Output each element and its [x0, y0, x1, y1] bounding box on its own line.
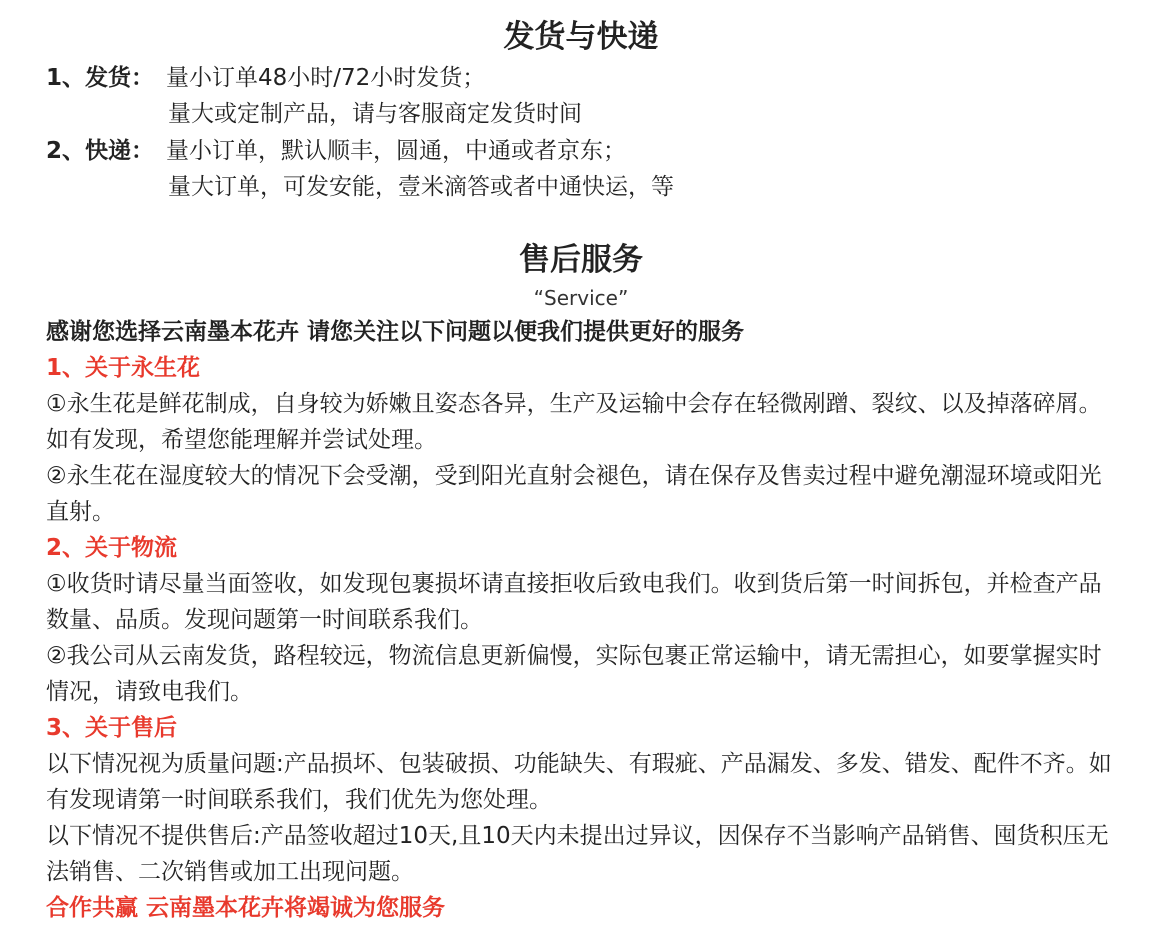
section-heading-logistics: 2、关于物流	[46, 535, 178, 561]
section-paragraph: 以下情况视为质量问题:产品损坏、包装破损、功能缺失、有瑕疵、产品漏发、多发、错发、配件不齐。如有发现请第一时间联系我们，我们优先为您处理。	[46, 751, 1112, 813]
express-line2: 量大订单，可发安能，壹米滴答或者中通快运，等	[168, 174, 674, 200]
express-line1: 量小订单，默认顺丰，圆通，中通或者京东；	[166, 138, 626, 164]
dispatch-line1: 量小订单48小时/72小时发货；	[166, 65, 486, 91]
section-heading-flowers: 1、关于永生花	[46, 355, 201, 381]
section-paragraph: ②永生花在湿度较大的情况下会受潮，受到阳光直射会褪色，请在保存及售卖过程中避免潮湿环境或阳光直射。	[46, 463, 1102, 525]
closing-slogan: 合作共赢 云南墨本花卉将竭诚为您服务	[46, 895, 446, 921]
section-paragraph: ①永生花是鲜花制成，自身较为娇嫩且姿态各异，生产及运输中会存在轻微剐蹭、裂纹、以及掉落碎屑。如有发现，希望您能理解并尝试处理。	[46, 391, 1102, 453]
express-row	[46, 133, 626, 169]
express-label: 2、快递：	[46, 138, 155, 164]
dispatch-line2: 量大或定制产品，请与客服商定发货时间	[168, 101, 582, 127]
section-paragraph: 以下情况不提供售后:产品签收超过10天,且10天内未提出过异议，因保存不当影响产品销售、囤货积压无法销售、二次销售或加工出现问题。	[46, 823, 1109, 885]
service-intro: 感谢您选择云南墨本花卉 请您关注以下问题以便我们提供更好的服务	[46, 319, 745, 345]
service-subtitle: “Service”	[533, 286, 629, 310]
shipping-title: 发货与快递	[503, 19, 659, 55]
dispatch-row	[46, 60, 485, 96]
section-paragraph: ①收货时请尽量当面签收，如发现包裹损坏请直接拒收后致电我们。收到货后第一时间拆包，并检查产品数量、品质。发现问题第一时间联系我们。	[46, 571, 1102, 633]
section-paragraph: ②我公司从云南发货，路程较远，物流信息更新偏慢，实际包裹正常运输中，请无需担心，如要掌握实时情况，请致电我们。	[46, 643, 1102, 705]
dispatch-label: 1、发货：	[46, 65, 155, 91]
section-heading-after-sales: 3、关于售后	[46, 715, 178, 741]
service-title: 售后服务	[519, 242, 643, 278]
